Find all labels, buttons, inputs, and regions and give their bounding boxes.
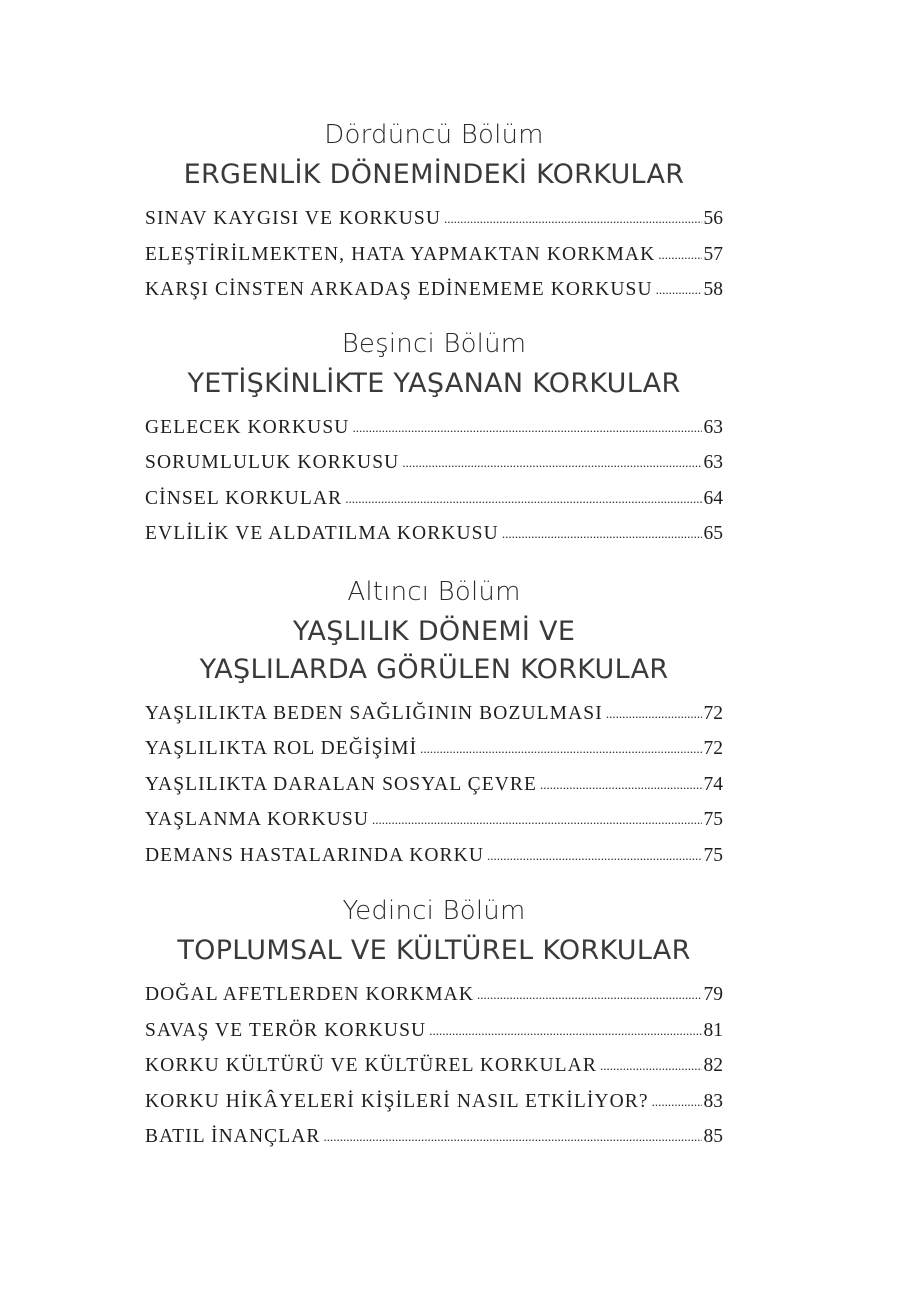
dot-leader	[345, 482, 701, 517]
toc-entry-title: YAŞLILIKTA ROL DEĞİŞİMİ	[145, 738, 418, 759]
toc-entry-list	[145, 411, 723, 553]
dot-leader	[600, 1049, 702, 1084]
toc-entry-title: CİNSEL KORKULAR	[145, 487, 343, 509]
dot-leader	[606, 697, 702, 732]
chapter-heading	[145, 613, 723, 689]
toc-entry-page: 72	[703, 702, 723, 724]
toc-entry[interactable]	[145, 517, 723, 553]
dot-leader	[487, 839, 701, 874]
table-of-contents	[145, 112, 723, 1156]
section-spacer	[145, 553, 723, 569]
toc-entry-page: 85	[703, 1126, 723, 1147]
dot-leader	[658, 238, 701, 273]
toc-section-chapter-5	[145, 329, 723, 553]
toc-entry-list	[145, 978, 723, 1156]
chapter-label: Yedinci Bölüm	[342, 896, 526, 926]
toc-entry-page: 65	[703, 523, 723, 544]
toc-entry-page: 58	[703, 279, 723, 300]
chapter-heading-line: TOPLUMSAL VE KÜLTÜREL KORKULAR	[177, 935, 691, 966]
toc-entry-title: BATIL İNANÇLAR	[145, 1126, 321, 1147]
dot-leader	[372, 803, 701, 838]
dot-leader	[444, 202, 701, 237]
toc-entry-title: SAVAŞ VE TERÖR KORKUSU	[145, 1019, 427, 1041]
chapter-heading-line: YAŞLILARDA GÖRÜLEN KORKULAR	[199, 653, 669, 685]
section-spacer	[145, 309, 723, 321]
dot-leader	[656, 273, 702, 308]
toc-entry-page: 63	[703, 452, 723, 473]
toc-entry[interactable]	[145, 1049, 723, 1085]
toc-entry[interactable]	[145, 1014, 723, 1050]
dot-leader	[429, 1014, 701, 1049]
toc-entry-list	[145, 697, 723, 875]
dot-leader	[420, 732, 701, 767]
toc-section-chapter-6	[145, 577, 723, 875]
toc-entry[interactable]	[145, 768, 723, 804]
toc-entry-title: GELECEK KORKUSU	[145, 416, 350, 438]
chapter-heading-line: ERGENLİK DÖNEMİNDEKİ KORKULAR	[183, 159, 685, 190]
toc-entry[interactable]	[145, 839, 723, 875]
toc-entry-page: 82	[703, 1055, 723, 1076]
toc-entry-title: EVLİLİK VE ALDATILMA KORKUSU	[145, 523, 499, 544]
dot-leader	[324, 1120, 702, 1155]
toc-entry[interactable]	[145, 238, 723, 274]
toc-entry[interactable]	[145, 803, 723, 839]
toc-entry[interactable]	[145, 1120, 723, 1156]
toc-entry-title: SORUMLULUK KORKUSU	[145, 452, 400, 473]
dot-leader	[502, 517, 702, 552]
toc-entry-title: YAŞLILIKTA BEDEN SAĞLIĞININ BOZULMASI	[145, 702, 603, 724]
toc-entry-title: ELEŞTİRİLMEKTEN, HATA YAPMAKTAN KORKMAK	[145, 243, 656, 265]
toc-entry-page: 64	[703, 487, 723, 509]
toc-entry-title: DOĞAL AFETLERDEN KORKMAK	[145, 984, 475, 1005]
chapter-heading	[145, 156, 723, 194]
toc-entry[interactable]	[145, 732, 723, 768]
toc-entry-page: 83	[703, 1090, 723, 1112]
toc-entry-page: 56	[703, 208, 723, 229]
toc-entry-page: 81	[703, 1019, 723, 1041]
toc-entry-list	[145, 202, 723, 309]
chapter-label: Beşinci Bölüm	[341, 328, 527, 359]
toc-entry[interactable]	[145, 978, 723, 1014]
toc-entry[interactable]	[145, 446, 723, 482]
dot-leader	[402, 446, 701, 481]
toc-entry[interactable]	[145, 1085, 723, 1121]
chapter-heading-line: YETİŞKİNLİKTE YAŞANAN KORKULAR	[187, 367, 681, 399]
dot-leader	[540, 768, 701, 803]
toc-entry-page: 72	[703, 738, 723, 759]
toc-entry-page: 63	[703, 416, 723, 438]
toc-entry-title: SINAV KAYGISI VE KORKUSU	[145, 208, 442, 229]
toc-entry-title: KARŞI CİNSTEN ARKADAŞ EDİNEMEME KORKUSU	[145, 279, 653, 300]
toc-entry-page: 74	[703, 773, 723, 795]
toc-entry-page: 75	[703, 809, 723, 830]
chapter-label: Altıncı Bölüm	[347, 576, 521, 607]
chapter-heading	[145, 365, 723, 403]
toc-entry-page: 75	[703, 844, 723, 866]
dot-leader	[477, 978, 701, 1013]
dot-leader	[352, 411, 701, 446]
chapter-heading	[145, 932, 723, 970]
dot-leader	[652, 1085, 702, 1120]
toc-entry[interactable]	[145, 202, 723, 238]
toc-entry[interactable]	[145, 273, 723, 309]
toc-entry[interactable]	[145, 697, 723, 733]
toc-section-chapter-7	[145, 896, 723, 1156]
toc-entry-title: DEMANS HASTALARINDA KORKU	[145, 844, 485, 866]
toc-entry-title: KORKU HİKÂYELERİ KİŞİLERİ NASIL ETKİLİYOR?	[145, 1090, 649, 1112]
toc-entry-title: KORKU KÜLTÜRÜ VE KÜLTÜREL KORKULAR	[145, 1055, 597, 1076]
chapter-label: Dördüncü Bölüm	[324, 120, 544, 150]
section-spacer	[145, 874, 723, 888]
toc-section-chapter-4	[145, 120, 723, 309]
chapter-heading-line: YAŞLILIK DÖNEMİ VE	[292, 615, 576, 647]
toc-entry-title: YAŞLILIKTA DARALAN SOSYAL ÇEVRE	[145, 773, 538, 795]
toc-entry[interactable]	[145, 411, 723, 447]
toc-entry[interactable]	[145, 482, 723, 518]
toc-entry-title: YAŞLANMA KORKUSU	[145, 809, 370, 830]
toc-entry-page: 57	[703, 243, 723, 265]
toc-entry-page: 79	[703, 984, 723, 1005]
